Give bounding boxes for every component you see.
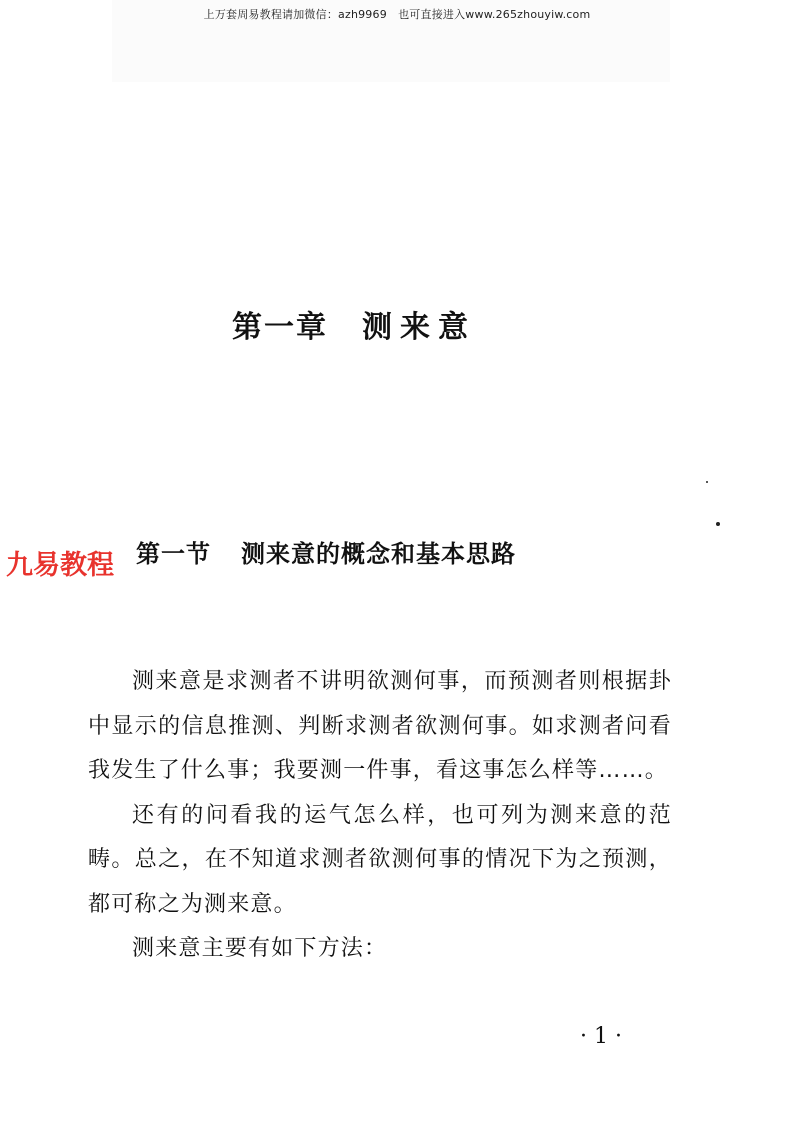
- scan-speck: [716, 522, 720, 526]
- chapter-heading: [232, 302, 476, 346]
- watermark-logo: 九易教程: [6, 550, 114, 581]
- chapter-label: 第一章: [232, 310, 328, 345]
- section-heading: [136, 534, 516, 569]
- section-label: 第一节: [136, 540, 211, 568]
- chapter-title: 测来意: [362, 310, 476, 345]
- scan-speck: [706, 481, 708, 483]
- paragraph: 还有的问看我的运气怎么样，也可列为测来意的范畴。总之，在不知道求测者欲测何事的情况下为之预测，都可称之为测来意。: [88, 802, 672, 917]
- page-number: · 1 ·: [580, 1024, 622, 1049]
- paragraph: 测来意是求测者不讲明欲测何事，而预测者则根据卦中显示的信息推测、判断求测者欲测何事。如求测者问看我发生了什么事；我要测一件事，看这事怎么样等……。: [88, 669, 672, 783]
- body-text: [88, 660, 672, 972]
- section-title: 测来意的概念和基本思路: [241, 540, 516, 568]
- paragraph: 测来意主要有如下方法：: [132, 936, 388, 961]
- header-notice: 上万套周易教程请加微信：azh9969 也可直接进入www.265zhouyiw.com: [203, 8, 591, 21]
